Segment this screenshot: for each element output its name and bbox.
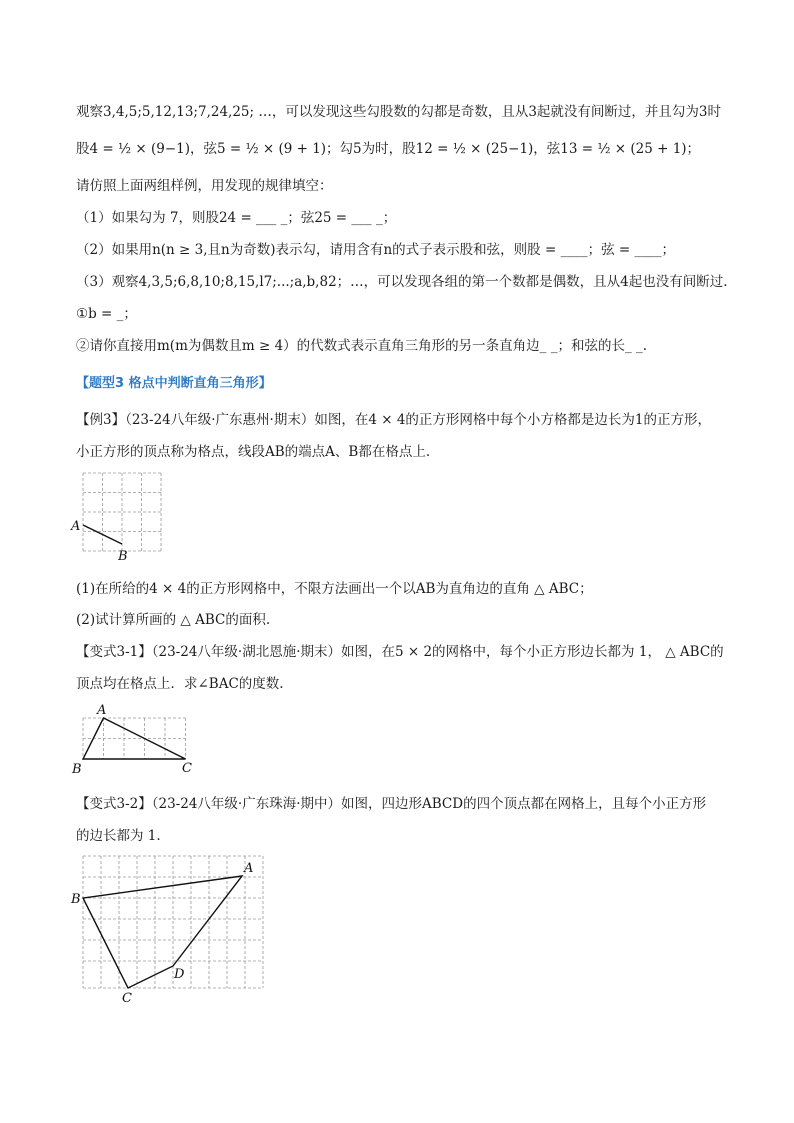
text-line: 请仿照上面两组样例，用发现的规律填空： <box>76 178 333 194</box>
point-label-d: D <box>174 967 185 982</box>
variant-3-2-line: 的边长都为 1. <box>76 828 161 844</box>
figure-triangle-abc <box>66 700 206 780</box>
point-label-b: B <box>71 892 81 907</box>
point-label-a: A <box>244 861 254 876</box>
variant-3-1-line: 【变式3-1】（23-24八年级·湖北恩施·期末）如图，在5 × 2的网格中，每个小正方形边长都为 1， △ ABC的 <box>76 644 724 660</box>
point-label-c: C <box>122 991 132 1006</box>
question-3a: ①b = _； <box>76 306 137 322</box>
example-3-line: 【例3】（23-24八年级·广东惠州·期末）如图，在4 × 4的正方形网格中每个小方格都是边长为1的正方形， <box>76 412 711 428</box>
section-heading: 【题型3 格点中判断直角三角形】 <box>76 376 272 391</box>
variant-3-2-line: 【变式3-2】（23-24八年级·广东珠海·期中）如图，四边形ABCD的四个顶点都在网格上，且每个小正方形 <box>76 796 707 812</box>
variant-3-1-line: 顶点均在格点上．求∠BAC的度数. <box>76 676 284 692</box>
example-3-q2: (2)试计算所画的 △ ABC的面积. <box>76 612 271 628</box>
question-3b: ②请你直接用m(m为偶数且m ≥ 4）的代数式表示直角三角形的另一条直角边_ _；和弦的长_ _. <box>76 338 648 354</box>
point-label-b: B <box>72 762 82 777</box>
question-2: （2）如果用n(n ≥ 3,且n为奇数)表示勾，请用含有n的式子表示股和弦，则股 = ____；弦 = ____； <box>76 242 675 258</box>
example-3-q1: (1)在所给的4 × 4的正方形网格中，不限方法画出一个以AB为直角边的直角 △ ABC； <box>76 581 593 597</box>
text-line: 观察3,4,5;5,12,13;7,24,25; …，可以发现这些勾股数的勾都是奇数，且从3起就没有间断过，并且勾为3时 <box>76 104 722 120</box>
figure-quadrilateral-abcd <box>66 850 276 1010</box>
point-label-a: A <box>71 519 81 534</box>
point-label-a: A <box>97 703 107 718</box>
point-label-c: C <box>182 761 192 776</box>
example-3-line: 小正方形的顶点称为格点，线段AB的端点A、B都在格点上. <box>76 444 431 460</box>
figure-grid-ab <box>66 466 176 566</box>
question-1: （1）如果勾为 7，则股24 = ___ _；弦25 = ___ _； <box>76 210 397 226</box>
text-line: 股4 = ½ × (9−1)，弦5 = ½ × (9 + 1)；勾5为时，股12 = ½ × (25−1)，弦13 = ½ × (25 + 1)； <box>76 141 701 157</box>
point-label-b: B <box>118 549 128 564</box>
question-3: （3）观察4,3,5;6,8,10;8,15,l7;...;a,b,82；…，可以发现各组的第一个数都是偶数，且从4起也没有间断过. <box>76 274 728 290</box>
